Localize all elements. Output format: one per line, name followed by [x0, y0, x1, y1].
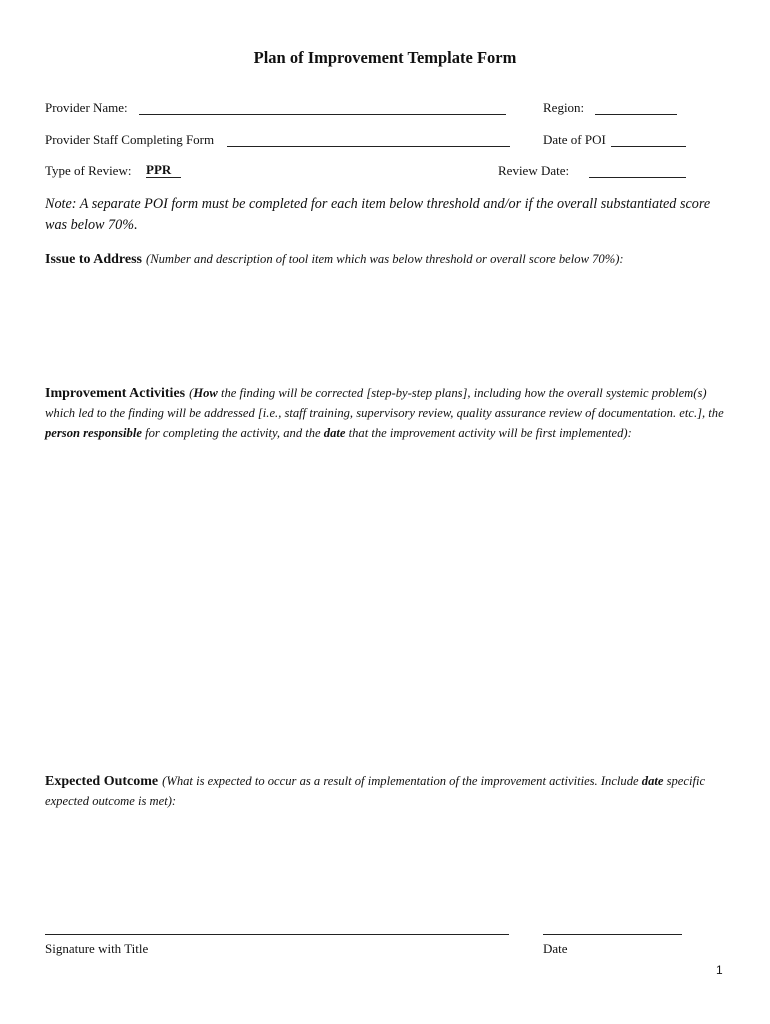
issue-section [45, 249, 735, 269]
signature-date-label: Date [543, 941, 568, 956]
type-of-review-value[interactable]: PPR [146, 163, 181, 178]
page-number: 1 [716, 963, 723, 977]
issue-heading: Issue to Address [45, 252, 142, 267]
outcome-desc-part1: (What is expected to occur as a result of implementation of the improvement activities. Include [162, 774, 642, 788]
review-date-field[interactable] [589, 177, 686, 178]
improvement-desc-part3: that the improvement activity will be first implemented): [345, 426, 632, 440]
region-label: Region: [543, 100, 585, 115]
issue-response-area[interactable] [45, 272, 735, 372]
issue-description: (Number and description of tool item which was below threshold or overall score below 70%): [146, 252, 624, 266]
improvement-desc-person: person responsible [45, 426, 142, 440]
provider-name-field[interactable] [139, 114, 506, 115]
outcome-response-area[interactable] [45, 815, 735, 915]
signature-label: Signature with Title [45, 941, 149, 956]
outcome-section [45, 771, 735, 811]
review-date-label: Review Date: [498, 163, 570, 178]
outcome-desc-part2: specific expected outcome is met): [45, 774, 706, 808]
form-title: Plan of Improvement Template Form [253, 48, 517, 67]
provider-name-label: Provider Name: [45, 100, 128, 115]
improvement-desc-part2: for completing the activity, and the [141, 426, 324, 440]
improvement-desc-part1: the finding will be corrected [step-by-step plans], including how the overall systemic problem(s) which led to the finding will be addressed [i.e., staff training, supervisory review, quality assurance review of documentation. etc.], the [45, 386, 724, 420]
signature-date-line[interactable] [543, 934, 682, 935]
staff-completing-field[interactable] [227, 146, 510, 147]
outcome-desc-date: date [641, 774, 664, 788]
improvement-desc-date: date [323, 426, 346, 440]
type-of-review-label: Type of Review: [45, 163, 132, 178]
improvement-response-area[interactable] [45, 465, 735, 755]
improvement-section [45, 383, 735, 443]
note-text: Note: A separate POI form must be completed for each item below threshold and/or if the overall substantiated score was below 70%. [45, 196, 711, 233]
staff-completing-label: Provider Staff Completing Form [45, 132, 215, 147]
improvement-desc-open: ( [189, 386, 194, 400]
region-field[interactable] [595, 114, 677, 115]
outcome-heading: Expected Outcome [45, 774, 159, 789]
improvement-heading: Improvement Activities [45, 386, 186, 401]
date-of-poi-field[interactable] [611, 146, 686, 147]
signature-line[interactable] [45, 934, 509, 935]
date-of-poi-label: Date of POI [543, 132, 606, 147]
improvement-desc-how: How [193, 386, 218, 400]
